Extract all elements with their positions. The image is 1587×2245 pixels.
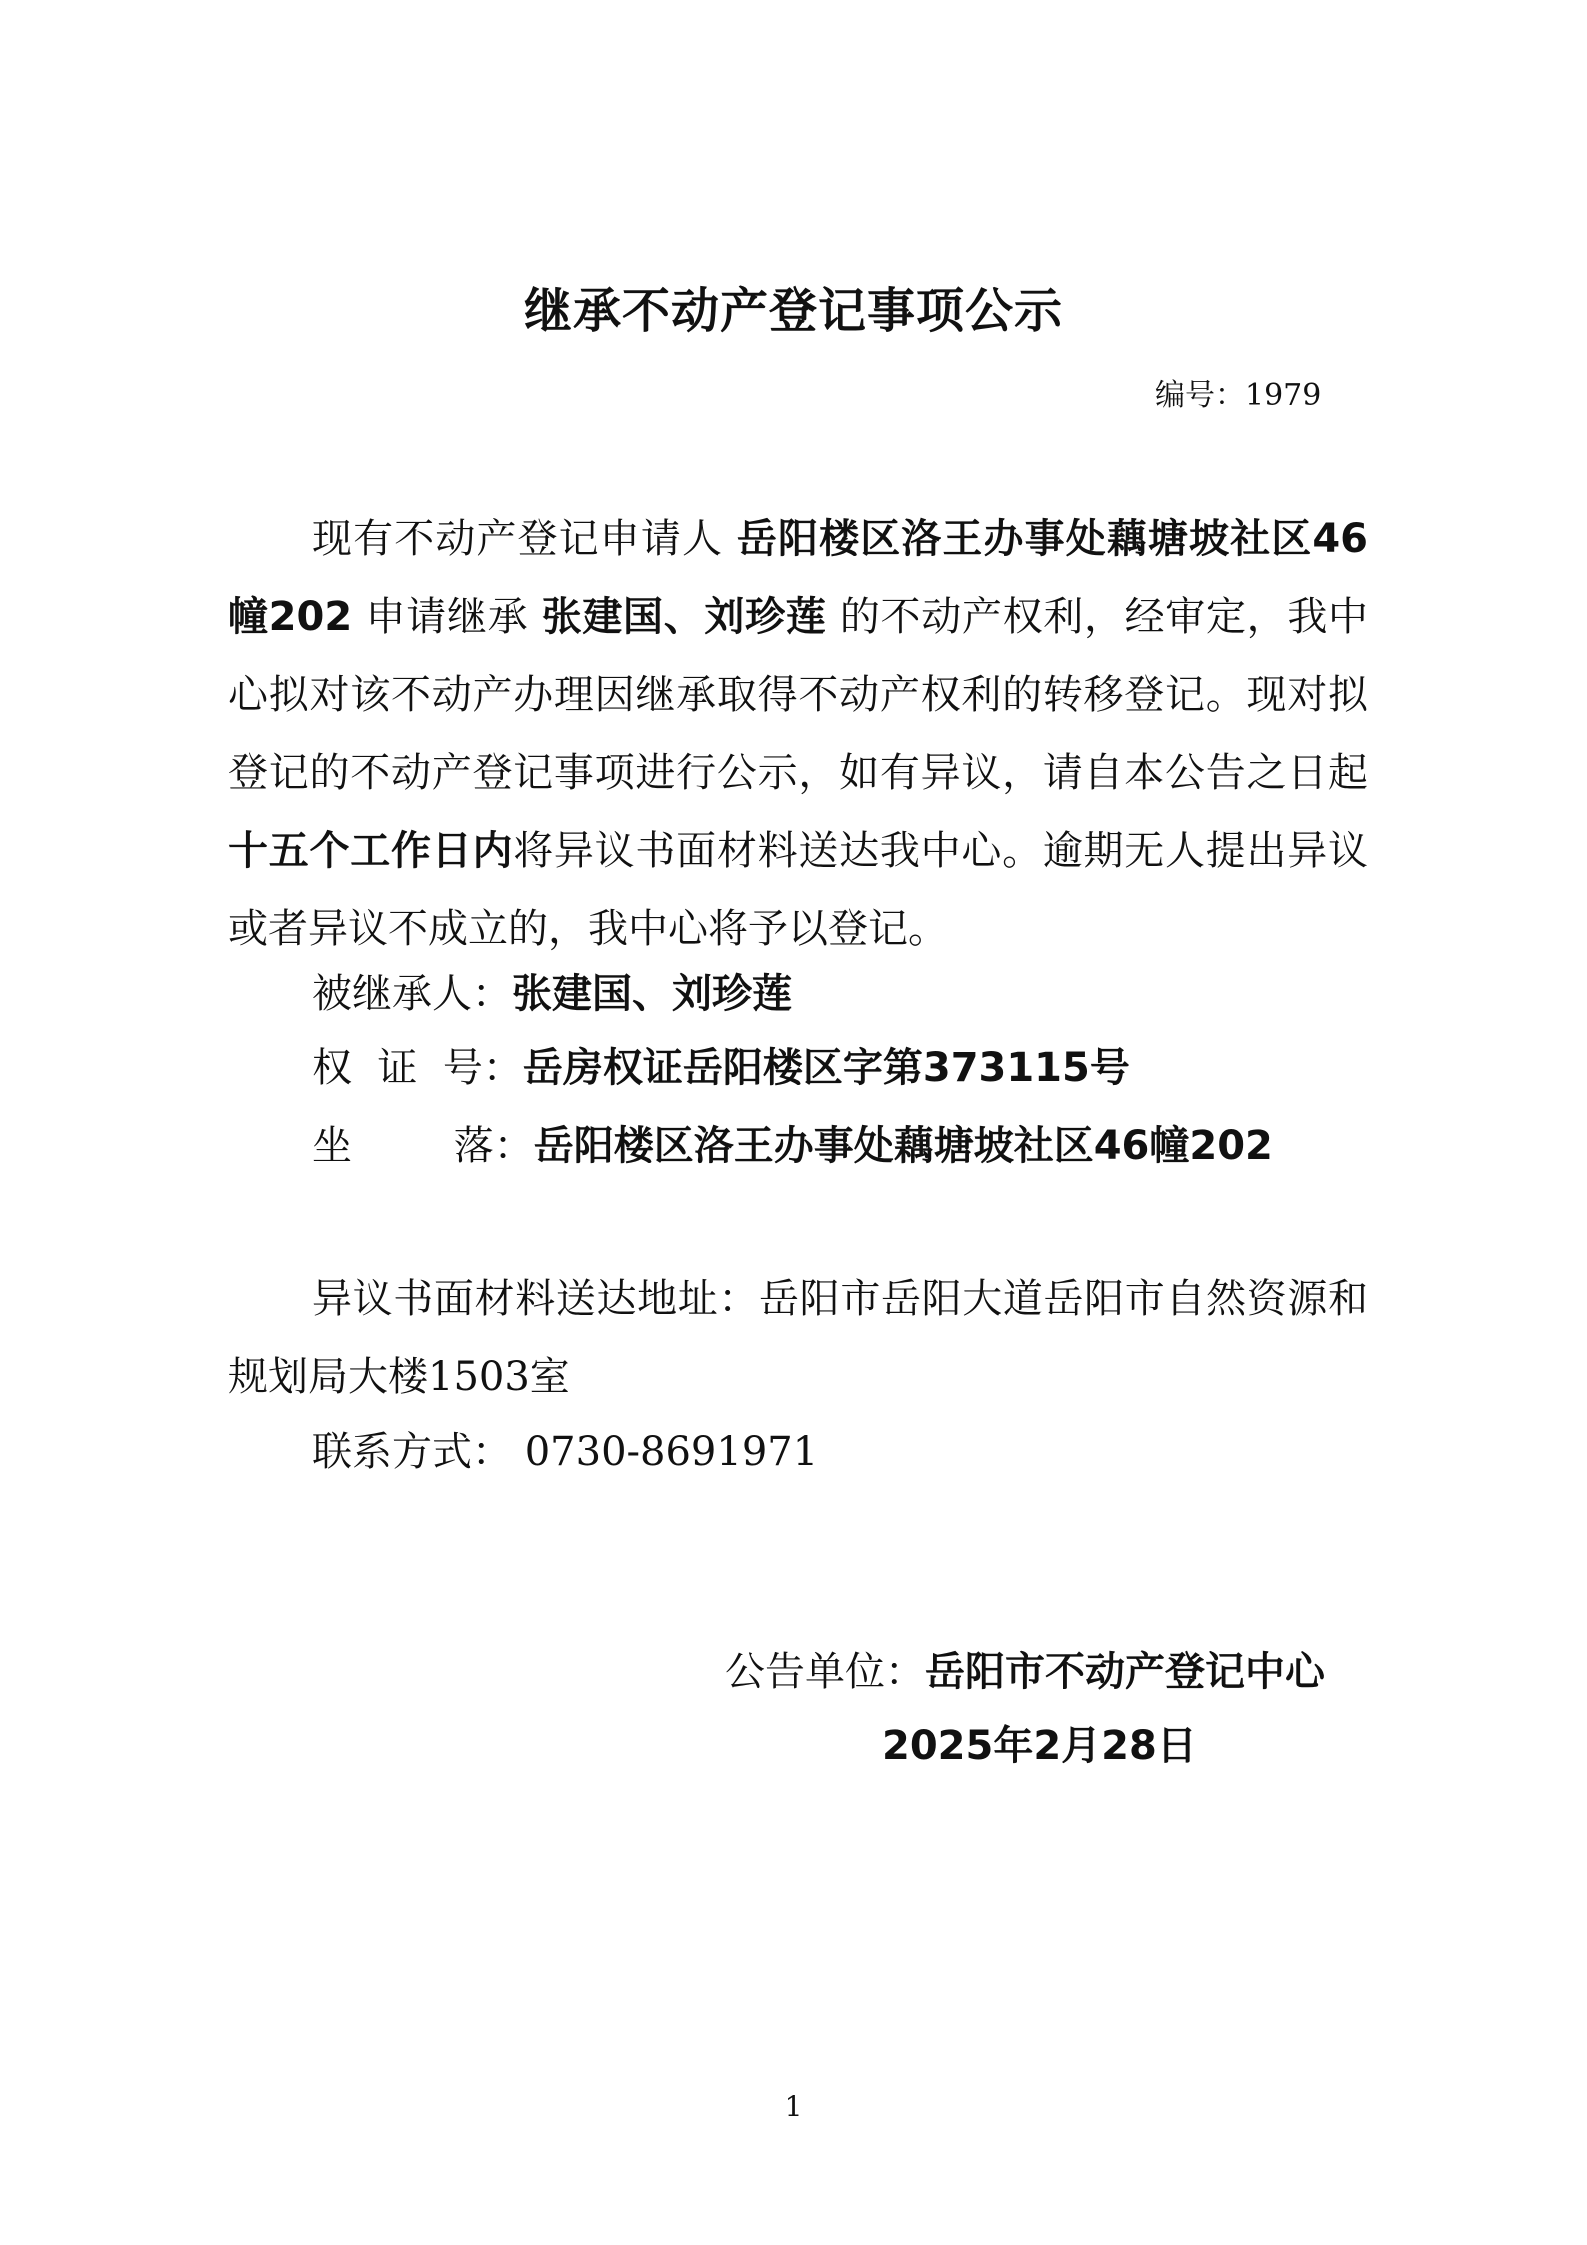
contact-line: [312, 1420, 818, 1477]
apply-text: 申请继承: [352, 594, 542, 640]
middle-text: 的不动产权利，经审定，我中心拟对该不动产办理因继承取得不动产权利的转移登记。现对拟登记的不动产登记事项进行公示，如有异议，请自本公告之日起: [228, 594, 1369, 796]
contact-label: 联系方式：: [312, 1429, 512, 1475]
location-value: 岳阳楼区洛王办事处藕塘坡社区46幢202: [533, 1123, 1273, 1169]
ending-text: 将异议书面材料送达我中心。逾期无人提出异议或者异议不成立的，我中心将予以登记。: [228, 828, 1369, 952]
applicant-address: 岳阳楼区洛王办事处藕塘坡社区46幢202: [228, 516, 1368, 640]
serial-number: 编号：1979: [1155, 378, 1322, 413]
main-paragraph: [228, 500, 1368, 968]
announcement-date: 2025年2月28日: [882, 1723, 1197, 1769]
certificate-label: 权 证 号：: [312, 1045, 523, 1091]
page-title: 继承不动产登记事项公示: [523, 283, 1063, 339]
paragraph-intro: 现有不动产登记申请人: [312, 516, 737, 562]
location-label: 坐 落：: [312, 1123, 534, 1169]
certificate-line: [312, 1036, 1130, 1093]
announcing-unit-label: 公告单位：: [725, 1649, 925, 1695]
announcing-unit-value: 岳阳市不动产登记中心: [925, 1649, 1325, 1695]
contact-phone: 0730-8691971: [524, 1429, 819, 1475]
page-number: 1: [784, 2090, 803, 2123]
certificate-value: 岳房权证岳阳楼区字第373115号: [522, 1045, 1130, 1091]
location-line: [312, 1114, 1273, 1171]
decedent-names: 张建国、刘珍莲: [541, 594, 827, 640]
objection-address: 异议书面材料送达地址：岳阳市岳阳大道岳阳市自然资源和规划局大楼1503室: [228, 1276, 1368, 1400]
deadline-text: 十五个工作日内: [228, 828, 514, 874]
heir-line: [312, 962, 792, 1019]
announcing-unit-line: [725, 1640, 1325, 1697]
heir-value: 张建国、刘珍莲: [512, 971, 792, 1017]
heir-label: 被继承人：: [312, 971, 512, 1017]
